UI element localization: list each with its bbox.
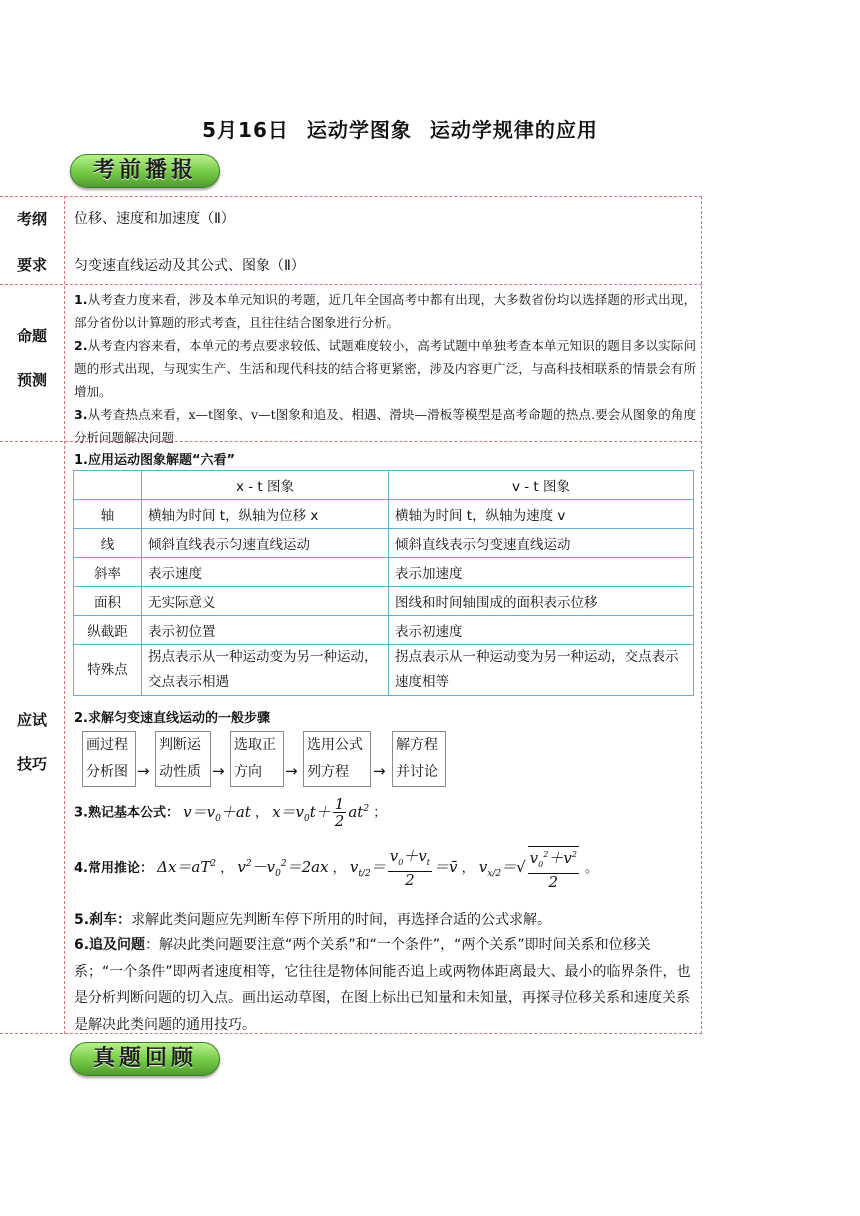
formula-mid-position-velocity: $v_{x/2}=√$ $\frac{v_0^2+v^2}{2}$ <box>479 858 581 876</box>
arrow-icon: → <box>137 762 150 780</box>
column-divider <box>64 196 65 1034</box>
table-cell: 特殊点 <box>74 645 142 696</box>
table-cell: 线 <box>74 529 142 558</box>
table-cell: 拐点表示从一种运动变为另一种运动，交点表示速度相等 <box>389 645 694 696</box>
table-row <box>74 587 694 616</box>
table-cell: 表示加速度 <box>389 558 694 587</box>
formula-displacement: $x=v_0t+$ $\frac{1}{2}$ $at^2$ <box>272 795 370 830</box>
skills-label-2: 技巧 <box>16 755 47 773</box>
formula-mid-time-velocity: $v_{t/2}=$ $\frac{v_0+v_t}{2}$ ＝v̄ <box>349 847 458 889</box>
skills-label: 应试 <box>16 711 47 729</box>
prediction-paragraphs <box>74 288 696 449</box>
table-header: x - t 图象 <box>142 471 389 500</box>
formula-v-squared: $v^2-v_0^2=2ax$ <box>237 858 329 879</box>
table-cell: 面积 <box>74 587 142 616</box>
arrow-icon: → <box>285 762 298 780</box>
step-box: 选用公式 列方程 <box>303 731 371 787</box>
table-row <box>74 529 694 558</box>
formula-delta-x: $\Delta x=aT^2$ <box>157 858 217 876</box>
step-box: 判断运 动性质 <box>155 731 211 787</box>
step-box: 画过程 分析图 <box>82 731 136 787</box>
table-header <box>74 471 142 500</box>
table-cell: 轴 <box>74 500 142 529</box>
outline-item: 匀变速直线运动及其公式、图象（Ⅱ） <box>74 258 305 274</box>
table-cell: 横轴为时间 t，纵轴为位移 x <box>142 500 389 529</box>
outline-item: 位移、速度和加速度（Ⅱ） <box>74 211 235 227</box>
formula-velocity: $v=v_0+at$ <box>183 802 251 824</box>
title-topic-1: 运动学图象 <box>306 118 412 142</box>
section-title-six-looks: 1.应用运动图象解题“六看” <box>74 453 236 468</box>
pursuit-tip: 6.追及问题：解决此类问题要注意“两个关系”和“一个条件”，“两个关系”即时间关系和位移关系；“一个条件”即两者速度相等，它往往是物体间能否追上或两物体距离最大、最小的临界条件，也是分析判断问题的切入点。画出运动草图，在图上标出已知量和未知量，再探寻位移关系和速度关系是解决此类问题的通用技巧。 <box>74 937 691 1033</box>
step-box: 选取正 方向 <box>230 731 284 787</box>
brake-tip: 5.刹车：求解此类问题应先判断车停下所用的时间，再选择合适的公式求解。 <box>74 912 552 928</box>
section-title-steps: 2.求解匀变速直线运动的一般步骤 <box>74 711 270 726</box>
basic-formulas: 3.熟记基本公式： $v=v_0+at$ ， $x=v_0t+$ $\frac{1}{2}$ $at^2$ ； <box>74 795 387 830</box>
table-header-row <box>74 471 694 500</box>
table-cell: 横轴为时间 t，纵轴为速度 v <box>389 500 694 529</box>
title-date: 5月16日 <box>202 118 289 142</box>
table-cell: 倾斜直线表示匀速直线运动 <box>142 529 389 558</box>
table-row <box>74 558 694 587</box>
banner-past-exam-review: 真题回顾 <box>70 1042 220 1076</box>
six-looks-table <box>73 470 694 696</box>
outline-label: 考纲 <box>16 210 47 228</box>
title-topic-2: 运动学规律的应用 <box>429 118 598 142</box>
outline-label-2: 要求 <box>16 256 47 274</box>
table-cell: 表示速度 <box>142 558 389 587</box>
table-cell: 无实际意义 <box>142 587 389 616</box>
prediction-paragraph: 3.从考查热点来看，x—t图象、v—t图象和追及、相遇、滑块—滑板等模型是高考命题的热点.要会从图象的角度分析问题解决问题 <box>74 407 696 445</box>
prediction-paragraph: 1.从考查力度来看，涉及本单元知识的考题，近几年全国高考中都有出现，大多数省份均以选择题的形式出现，部分省份以计算题的形式考查，且往往结合图象进行分析。 <box>74 292 696 330</box>
banner-exam-briefing: 考前播报 <box>70 154 220 188</box>
arrow-icon: → <box>212 762 225 780</box>
step-box: 解方程 并讨论 <box>392 731 446 787</box>
table-row <box>74 645 694 696</box>
table-row <box>74 500 694 529</box>
prediction-paragraph: 2.从考查内容来看，本单元的考点要求较低、试题难度较小，高考试题中单独考查本单元知识的题目多以实际问题的形式出现，与现实生产、生活和现代科技的结合将更紧密，涉及内容更广泛，与高科技相联系的情景会有所增加。 <box>74 338 696 399</box>
table-header: v - t 图象 <box>389 471 694 500</box>
prediction-label: 命题 <box>16 327 47 345</box>
table-row <box>74 616 694 645</box>
row-divider <box>0 284 702 285</box>
derived-formulas: 4.常用推论： $\Delta x=aT^2$ ， $v^2-v_0^2=2ax$ ， $v_{t/2}=$ $\frac{v_0+v_t}{2}$ ＝v̄ ， $v_{x/2}=√$ $\frac{v_0^2+v^2}{2}$ 。 <box>74 847 599 891</box>
table-cell: 纵截距 <box>74 616 142 645</box>
table-cell: 图线和时间轴围成的面积表示位移 <box>389 587 694 616</box>
table-cell: 拐点表示从一种运动变为另一种运动，交点表示相遇 <box>142 645 389 696</box>
table-cell: 表示初位置 <box>142 616 389 645</box>
table-cell: 斜率 <box>74 558 142 587</box>
table-cell: 表示初速度 <box>389 616 694 645</box>
arrow-icon: → <box>373 762 386 780</box>
prediction-label-2: 预测 <box>16 371 47 389</box>
table-cell: 倾斜直线表示匀变速直线运动 <box>389 529 694 558</box>
page-title <box>0 114 800 143</box>
